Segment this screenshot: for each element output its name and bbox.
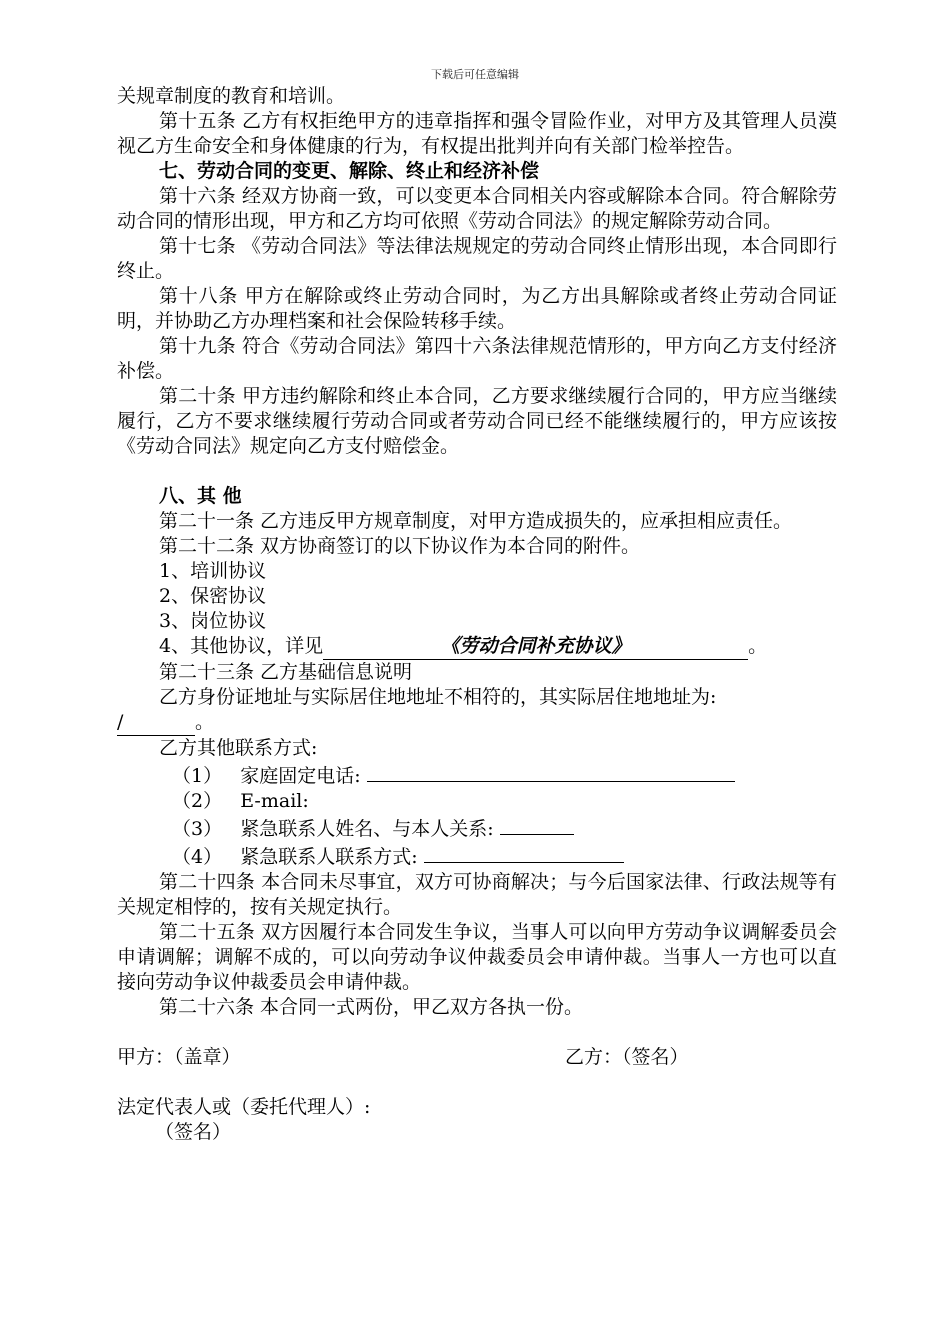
article-20: 第二十条 甲方违约解除和终止本合同，乙方要求继续履行合同的，甲方应当继续履行，乙方不要求继续履行劳动合同或者劳动合同已经不能继续履行的，甲方应该按《劳动合同法》规定向乙方支付赔偿金。 [117, 385, 837, 457]
legal-representative: 法定代表人或（委托代理人）: [117, 1096, 371, 1118]
contact-label: （1） 家庭固定电话: [172, 765, 361, 787]
contact-label: （2） E-mail: [172, 790, 309, 812]
article-16: 第十六条 经双方协商一致，可以变更本合同相关内容或解除本合同。符合解除劳动合同的情形出现，甲方和乙方均可依照《劳动合同法》的规定解除劳动合同。 [117, 185, 837, 232]
list-item: 2、保密协议 [159, 585, 267, 607]
article-25: 第二十五条 双方因履行本合同发生争议，当事人可以向甲方劳动争议调解委员会申请调解；调解不成的，可以向劳动争议仲裁委员会申请仲裁。当事人一方也可以直接向劳动争议仲裁委员会申请仲裁。 [117, 921, 837, 993]
list-item: 1、培训协议 [159, 560, 267, 582]
phone-field[interactable] [367, 761, 735, 782]
contact-label: （3） 紧急联系人姓名、与本人关系: [172, 818, 494, 840]
paragraph: 关规章制度的教育和培训。 [117, 85, 346, 107]
contact-row-phone [117, 761, 837, 789]
list-item-label: 4、其他协议，详见 [159, 635, 324, 657]
page-header-watermark: 下载后可任意编辑 [431, 68, 519, 81]
article-24: 第二十四条 本合同未尽事宜，双方可协商解决；与今后国家法律、行政法规等有关规定相悖的，按有关规定执行。 [117, 871, 837, 918]
contact-label: （4） 紧急联系人联系方式: [172, 846, 418, 868]
party-a-seal: 甲方：（盖章） [117, 1046, 241, 1068]
party-b-signature: 乙方：（签名） [565, 1046, 689, 1068]
representative-signature: （签名） [155, 1121, 232, 1143]
article-15: 第十五条 乙方有权拒绝甲方的违章指挥和强令冒险作业，对甲方及其管理人员漠视乙方生命安全和身体健康的行为，有权提出批判并向有关部门检举控告。 [117, 110, 837, 157]
address-statement: 乙方身份证地址与实际居住地地址不相符的，其实际居住地地址为: [159, 686, 717, 708]
address-end: 。 [195, 711, 215, 733]
section-heading-8: 八、其 他 [159, 485, 242, 507]
section-heading-7: 七、劳动合同的变更、解除、终止和经济补偿 [159, 160, 540, 182]
list-item: 3、岗位协议 [159, 610, 267, 632]
contract-body [117, 84, 837, 1145]
list-item-end: 。 [748, 635, 768, 657]
article-18: 第十八条 甲方在解除或终止劳动合同时，为乙方出具解除或者终止劳动合同证明，并协助乙方办理档案和社会保险转移手续。 [117, 285, 837, 332]
article-26: 第二十六条 本合同一式两份，甲乙双方各执一份。 [159, 996, 584, 1018]
article-17: 第十七条 《劳动合同法》等法律法规规定的劳动合同终止情形出现，本合同即行终止。 [117, 235, 837, 282]
emergency-phone-field[interactable] [424, 842, 624, 863]
contact-title: 乙方其他联系方式: [159, 737, 318, 759]
contact-row-emergency-name [117, 814, 837, 842]
article-22: 第二十二条 双方协商签订的以下协议作为本合同的附件。 [159, 535, 641, 557]
article-23: 第二十三条 乙方基础信息说明 [159, 661, 413, 683]
address-line [117, 710, 837, 736]
contact-row-emergency-phone [117, 842, 837, 870]
other-agreement-field[interactable]: 《劳动合同补充协议》 [323, 634, 748, 660]
article-21: 第二十一条 乙方违反甲方规章制度，对甲方造成损失的，应承担相应责任。 [159, 510, 793, 532]
contact-row-email [117, 789, 837, 814]
emergency-name-field[interactable] [500, 814, 574, 835]
article-19: 第十九条 符合《劳动合同法》第四十六条法律规范情形的，甲方向乙方支付经济补偿。 [117, 335, 837, 382]
address-field[interactable]: / [117, 710, 195, 736]
signature-row [117, 1045, 837, 1070]
list-item-other-agreement [117, 634, 837, 660]
